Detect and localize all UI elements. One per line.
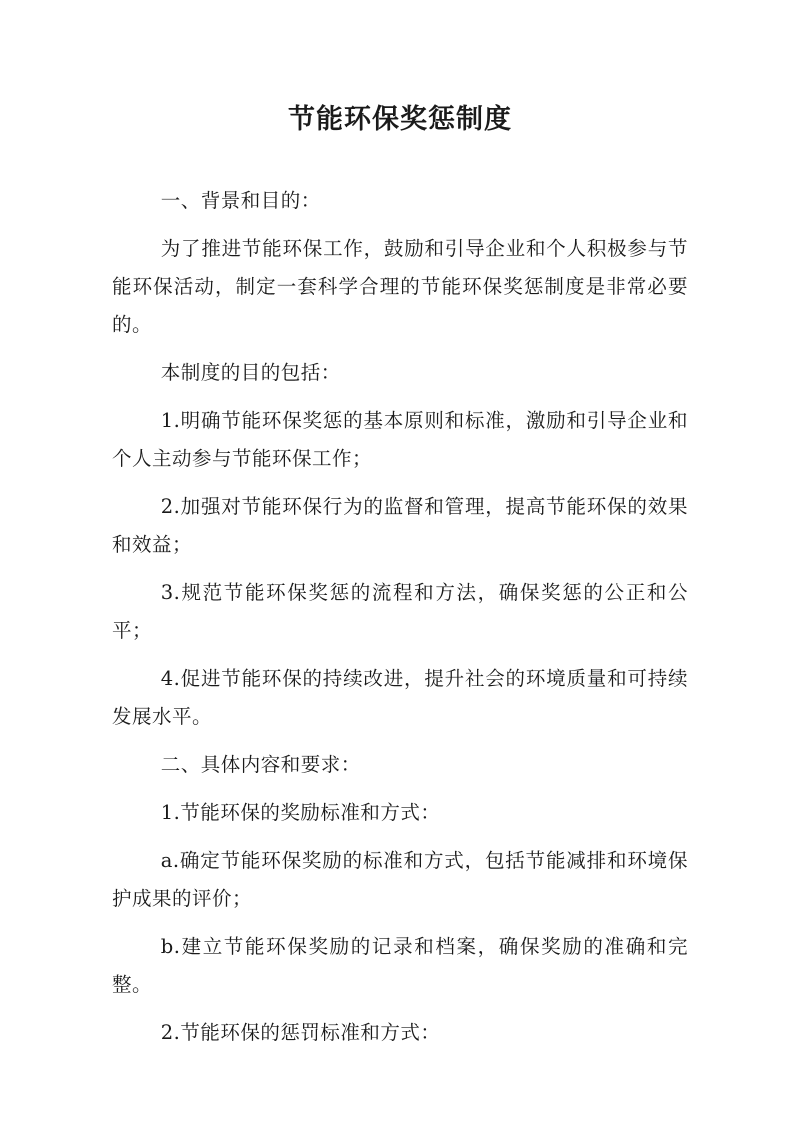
list-item-purpose-1: 1.明确节能环保奖惩的基本原则和标准，激励和引导企业和个人主动参与节能环保工作； (112, 409, 688, 470)
section-heading-background: 一、背景和目的： (160, 189, 321, 212)
list-item-purpose-4: 4.促进节能环保的持续改进，提升社会的环境质量和可持续发展水平。 (112, 667, 688, 728)
list-item-purpose-3: 3.规范节能环保奖惩的流程和方法，确保奖惩的公正和公平； (112, 581, 688, 642)
paragraph-intro: 为了推进节能环保工作，鼓励和引导企业和个人积极参与节能环保活动，制定一套科学合理的节能环保奖惩制度是非常必要的。 (112, 237, 688, 336)
document-body (112, 182, 688, 1052)
list-item-penalty-standard: 2.节能环保的惩罚标准和方式： (160, 1021, 441, 1044)
list-item-reward-b: b.建立节能环保奖励的记录和档案，确保奖励的准确和完整。 (112, 935, 688, 996)
list-item-purpose-2: 2.加强对节能环保行为的监督和管理，提高节能环保的效果和效益； (112, 495, 688, 556)
list-item-reward-a: a.确定节能环保奖励的标准和方式，包括节能减排和环境保护成果的评价； (112, 849, 688, 910)
list-item-reward-standard: 1.节能环保的奖励标准和方式： (160, 801, 441, 824)
section-heading-content: 二、具体内容和要求： (160, 753, 361, 776)
document-title: 节能环保奖惩制度 (288, 104, 512, 135)
paragraph-purpose-lead: 本制度的目的包括： (160, 361, 341, 384)
